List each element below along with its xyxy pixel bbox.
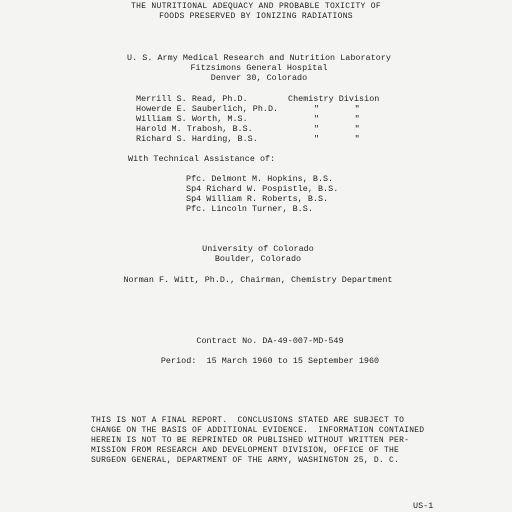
lab-city: Denver 30, Colorado: [210, 73, 308, 83]
author-name: William S. Worth, M.S.: [136, 114, 248, 124]
assistant-name: Pfc. Delmont M. Hopkins, B.S.: [186, 174, 334, 184]
university-city: Boulder, Colorado: [214, 254, 302, 264]
university-name: University of Colorado: [202, 244, 314, 254]
author-dept: " ": [314, 134, 360, 144]
lab-name: U. S. Army Medical Research and Nutrition Laboratory: [127, 53, 391, 63]
technical-assistance-heading: With Technical Assistance of:: [128, 154, 276, 164]
author-dept: " ": [314, 104, 360, 114]
assistant-name: Sp4 Richard W. Pospistle, B.S.: [186, 184, 339, 194]
notice-line: HEREIN IS NOT TO BE REPRINTED OR PUBLISHED WITHOUT WRITTEN PER-: [91, 436, 410, 445]
author-dept: Chemistry Division: [288, 94, 380, 104]
author-name: Harold M. Trabosh, B.S.: [136, 124, 253, 134]
author-name: Howerde E. Sauberlich, Ph.D.: [136, 104, 279, 114]
report-title-line-1: THE NUTRITIONAL ADEQUACY AND PROBABLE TOXICITY OF: [131, 2, 381, 11]
author-name: Merrill S. Read, Ph.D.: [136, 94, 248, 104]
page-code: US-1: [413, 501, 434, 511]
notice-line: SURGEON GENERAL, DEPARTMENT OF THE ARMY, WASHINGTON 25, D. C.: [91, 456, 400, 465]
notice-line: CHANGE ON THE BASIS OF ADDITIONAL EVIDENCE. INFORMATION CONTAINED: [91, 426, 425, 435]
assistant-name: Sp4 William R. Roberts, B.S.: [186, 194, 329, 204]
assistant-name: Pfc. Lincoln Turner, B.S.: [186, 204, 313, 214]
report-title-line-2: FOODS PRESERVED BY IONIZING RADIATIONS: [159, 12, 353, 21]
lab-hospital: Fitzsimons General Hospital: [190, 63, 328, 73]
author-name: Richard S. Harding, B.S.: [136, 134, 258, 144]
department-chairman: Norman F. Witt, Ph.D., Chairman, Chemistry Department: [123, 275, 393, 285]
contract-number: Contract No. DA-49-007-MD-549: [196, 336, 344, 346]
report-period: Period: 15 March 1960 to 15 September 1960: [160, 356, 380, 366]
author-dept: " ": [314, 114, 360, 124]
author-dept: " ": [314, 124, 360, 134]
notice-line: MISSION FROM RESEARCH AND DEVELOPMENT DIVISION, OFFICE OF THE: [91, 446, 400, 455]
notice-line: THIS IS NOT A FINAL REPORT. CONCLUSIONS STATED ARE SUBJECT TO: [91, 416, 405, 425]
